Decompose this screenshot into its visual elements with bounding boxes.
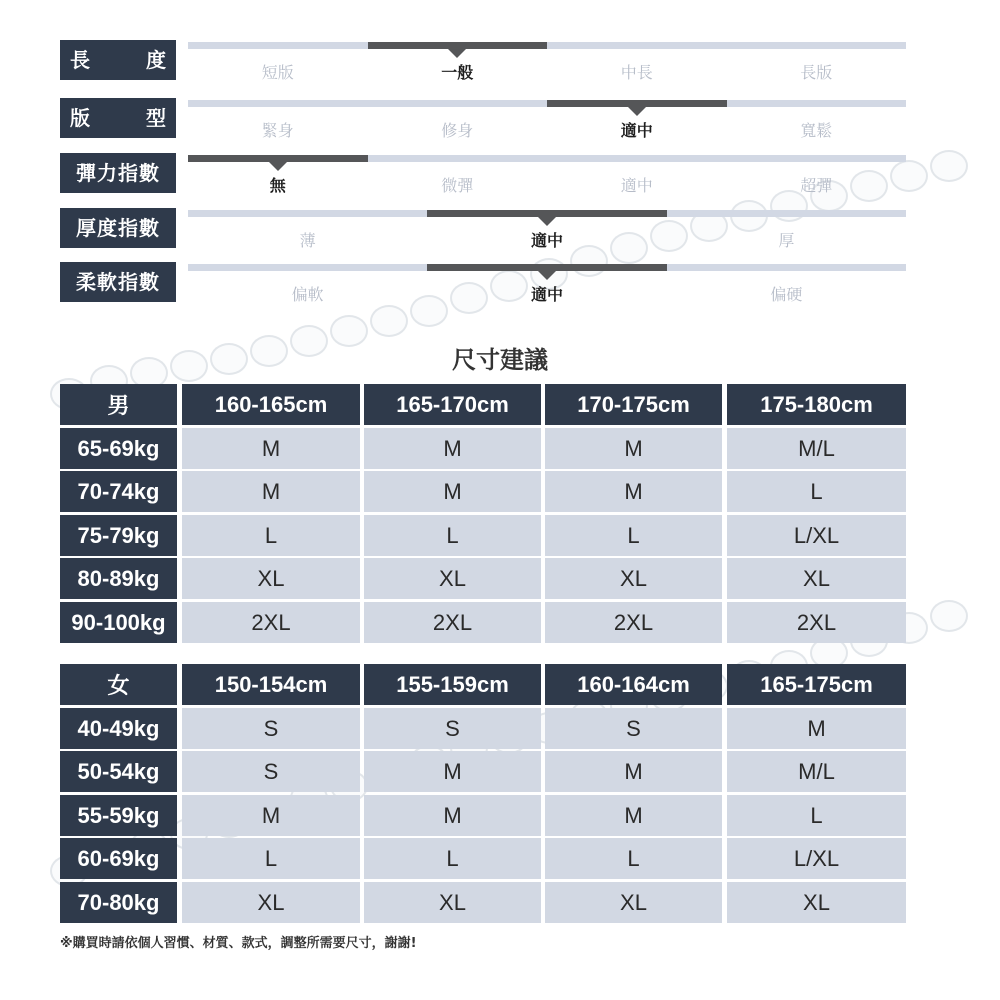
table-row [60,428,906,469]
gender-label: 男 [60,384,177,425]
size-cell: M [364,751,541,792]
table-header-row [60,664,906,705]
attr-label-char: 長 [70,48,90,72]
weight-range-cell: 50-54kg [60,751,177,792]
scale-option: 寬鬆 [800,121,833,140]
attr-label-softness: 柔軟指數 [60,262,176,302]
table-row [60,708,906,749]
size-cell: M/L [727,751,906,792]
size-cell: L [727,471,906,512]
scale-option: 修身 [441,121,474,140]
table-row [60,838,906,879]
attr-row-softness [60,262,906,306]
attr-label-fit [60,98,176,138]
size-cell: XL [727,558,906,599]
size-cell: 2XL [545,602,722,643]
scale-option: 偏軟 [291,285,324,304]
attr-row-elasticity [60,153,906,197]
size-cell: M [727,708,906,749]
size-cell: L [182,838,360,879]
weight-range-cell: 65-69kg [60,428,177,469]
gender-label: 女 [60,664,177,705]
size-cell: M/L [727,428,906,469]
scale-option: 緊身 [261,121,294,140]
size-cell: M [364,795,541,836]
scale-option: 適中 [530,285,563,304]
size-cell: M [364,428,541,469]
size-cell: M [182,795,360,836]
size-cell: L [545,515,722,556]
scale-option: 偏硬 [770,285,803,304]
size-cell: M [545,428,722,469]
scale-marker [547,100,727,107]
scale-option: 一般 [441,63,474,82]
scale-marker [427,264,666,271]
size-cell: M [182,428,360,469]
scale-marker [427,210,666,217]
scale-option: 適中 [620,121,653,140]
size-cell: XL [727,882,906,923]
weight-range-cell: 75-79kg [60,515,177,556]
attr-label-thickness: 厚度指數 [60,208,176,248]
size-cell: S [545,708,722,749]
scale-marker [188,155,368,162]
watermark-logo [370,305,408,337]
attr-label-length [60,40,176,80]
size-cell: S [364,708,541,749]
scale-option: 短版 [261,63,294,82]
weight-range-cell: 80-89kg [60,558,177,599]
watermark-logo [930,150,968,182]
size-cell: 2XL [727,602,906,643]
size-cell: M [545,471,722,512]
table-row [60,602,906,643]
attr-row-length [60,40,906,84]
size-cell: L [364,838,541,879]
size-cell: L [545,838,722,879]
table-row [60,751,906,792]
height-range-header: 160-165cm [182,384,360,425]
table-row [60,471,906,512]
attr-row-thickness [60,208,906,252]
scale-option: 厚 [778,231,795,250]
size-cell: M [545,751,722,792]
size-cell: M [182,471,360,512]
size-cell: XL [364,558,541,599]
scale-option: 無 [269,176,286,195]
weight-range-cell: 70-80kg [60,882,177,923]
attr-label-char: 度 [146,48,166,72]
table-row [60,558,906,599]
scale-option: 超彈 [800,176,833,195]
attr-label-char: 型 [146,106,166,130]
size-cell: L [364,515,541,556]
weight-range-cell: 60-69kg [60,838,177,879]
scale-option: 長版 [800,63,833,82]
size-cell: M [545,795,722,836]
weight-range-cell: 40-49kg [60,708,177,749]
scale-marker [368,42,548,49]
height-range-header: 155-159cm [364,664,541,705]
watermark-logo [930,600,968,632]
size-cell: L [182,515,360,556]
size-cell: 2XL [364,602,541,643]
height-range-header: 165-170cm [364,384,541,425]
scale-option: 適中 [620,176,653,195]
size-cell: L [727,795,906,836]
size-cell: 2XL [182,602,360,643]
table-row [60,515,906,556]
size-cell: XL [182,558,360,599]
height-range-header: 165-175cm [727,664,906,705]
size-cell: L/XL [727,515,906,556]
size-cell: XL [364,882,541,923]
attr-label-elasticity: 彈力指數 [60,153,176,193]
scale-track [188,42,906,49]
scale-option: 中長 [620,63,653,82]
scale-option: 薄 [299,231,316,250]
size-cell: XL [545,882,722,923]
purchase-note: ※購買時請依個人習慣、材質、款式，調整所需要尺寸，謝謝! [60,936,417,951]
table-row [60,882,906,923]
size-guide-title: 尺寸建議 [452,346,548,374]
height-range-header: 150-154cm [182,664,360,705]
attr-row-fit [60,98,906,142]
scale-option: 微彈 [441,176,474,195]
table-row [60,795,906,836]
size-cell: XL [182,882,360,923]
height-range-header: 175-180cm [727,384,906,425]
height-range-header: 160-164cm [545,664,722,705]
scale-option: 適中 [530,231,563,250]
table-header-row [60,384,906,425]
weight-range-cell: 70-74kg [60,471,177,512]
size-cell: XL [545,558,722,599]
weight-range-cell: 55-59kg [60,795,177,836]
attr-label-char: 版 [70,106,90,130]
weight-range-cell: 90-100kg [60,602,177,643]
size-cell: M [364,471,541,512]
size-cell: S [182,708,360,749]
size-cell: L/XL [727,838,906,879]
height-range-header: 170-175cm [545,384,722,425]
size-cell: S [182,751,360,792]
